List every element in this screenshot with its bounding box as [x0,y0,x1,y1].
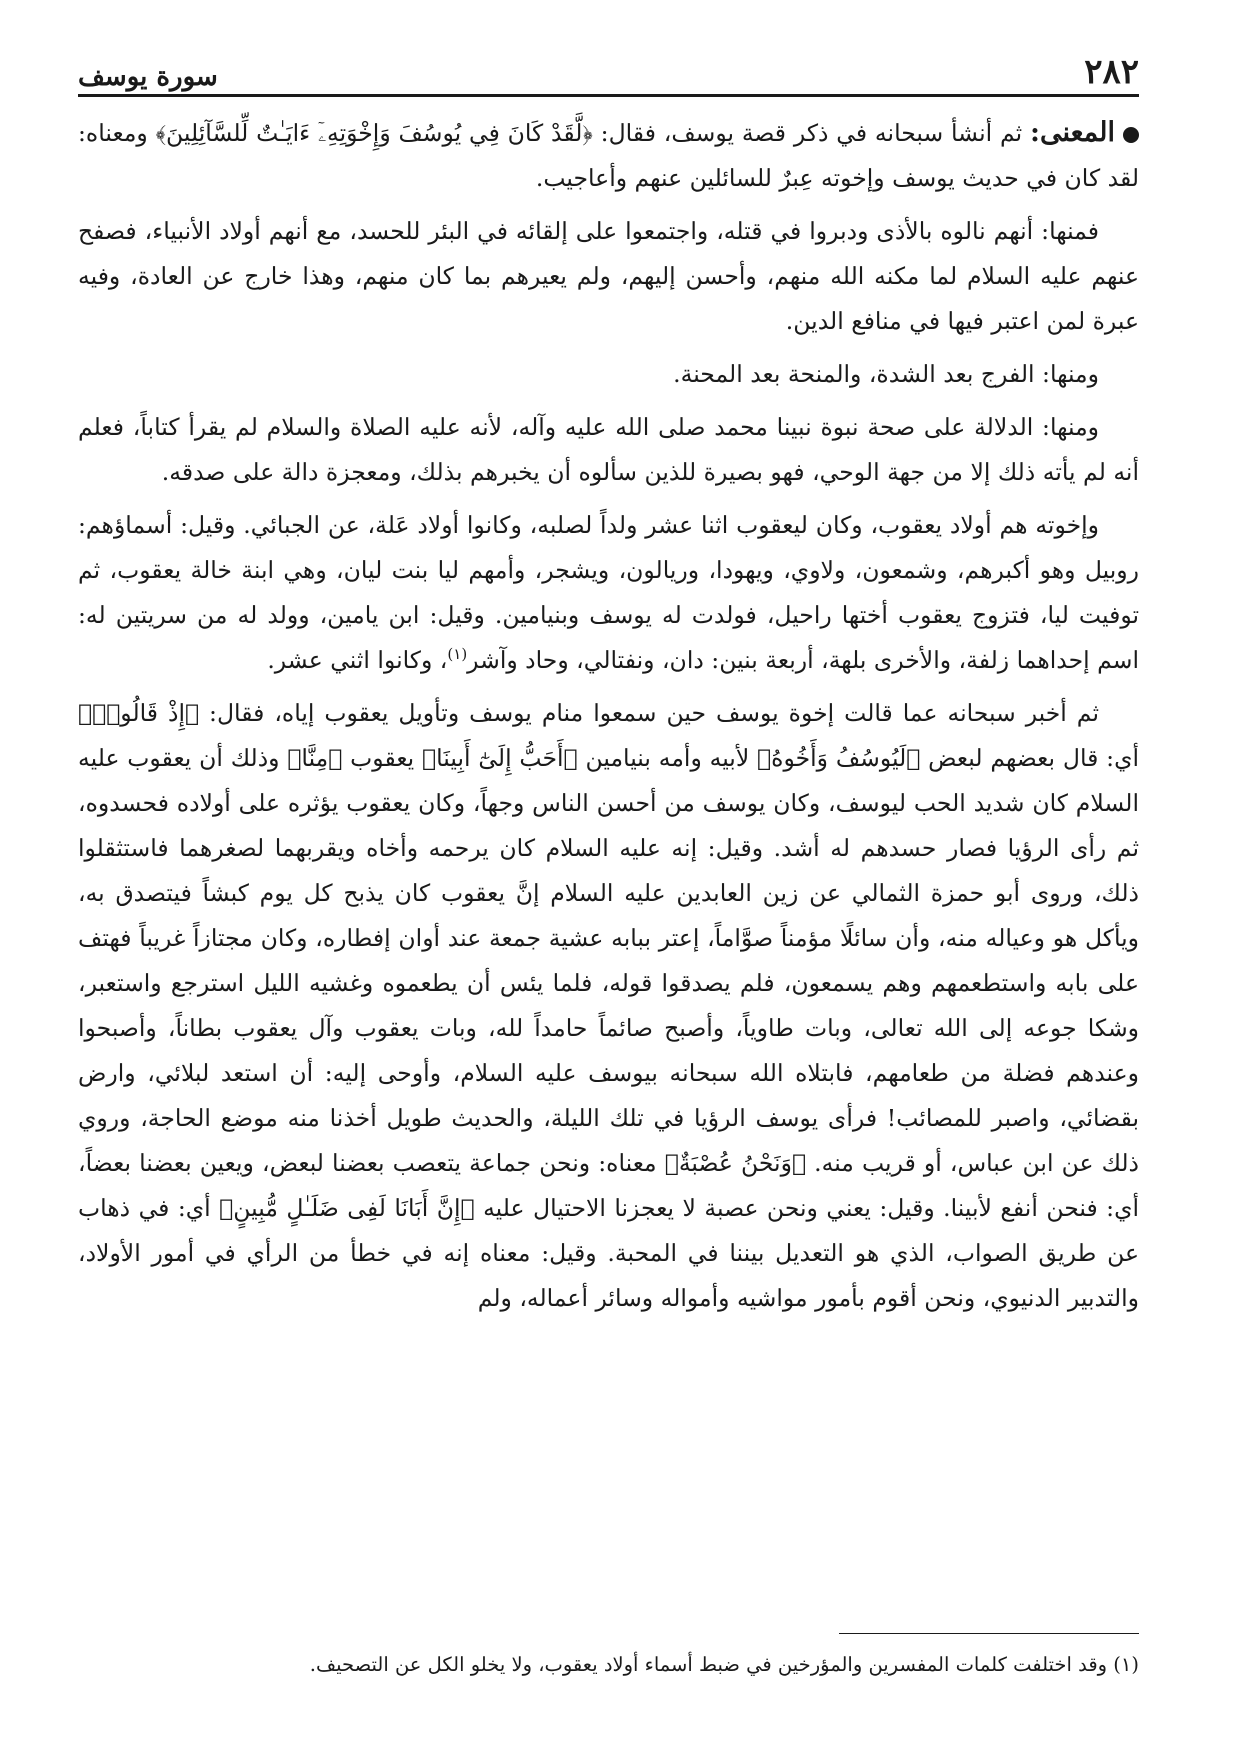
paragraph: ومنها: الفرج بعد الشدة، والمنحة بعد المحنة. [673,360,1099,388]
page-number: ٢٨٢ [1084,52,1139,92]
paragraph-text: وإخوته هم أولاد يعقوب، وكان ليعقوب اثنا عشر ولداً لصلبه، وكانوا أولاد عَلة، عن الجبائي. وقيل: أسماؤهم: روبيل وهو أكبرهم، وشمعون، ولاوي، ويهودا، وريالون، ويشجر، وأمهم ليا بنت ليان، وهي ابنة خالة يعقوب، ثم توفيت ليا، فتزوج يعقوب أختها راحيل، فولدت له يوسف وبنيامين. وقيل: ابن يامين، وولد له من سريتين له: اسم إحداهما زلفة، والأخرى بلهة، أربعة بنين: دان، ونفتالي، وحاد وآشر [78,511,1139,674]
paragraph: ومنها: الدلالة على صحة نبوة نبينا محمد صلى الله عليه وآله، لأنه عليه الصلاة والسلام لم يقرأ كتاباً، فعلم أنه لم يأته ذلك إلا من جهة الوحي، فهو بصيرة للذين سألوه أن يخبرهم بذلك، ومعجزة دالة على صدقه. [78,413,1139,486]
page-body [78,110,1139,1329]
paragraph: فمنها: أنهم نالوه بالأذى ودبروا في قتله، واجتمعوا على إلقائه في البئر للحسد، مع أنهم أولاد الأنبياء، فصفح عنهم عليه السلام لما مكنه الله منهم، وأحسن إليهم، ولم يعيرهم بما كان منهم، وهذا خارج عن العادة، وفيه عبرة لمن اعتبر فيها في منافع الدين. [78,217,1139,335]
footnote-rule [839,1633,1139,1634]
footnote-marker: (١) [1113,1653,1139,1676]
bullet-icon [1123,127,1139,143]
surah-title: سورة يوسف [78,62,218,92]
header-rule [78,94,1139,97]
paragraph-text: ثم أنشأ سبحانه في ذكر قصة يوسف، فقال: ﴿لَّقَدْ كَانَ فِي يُوسُفَ وَإِخْوَتِهِۦٓ ءَايَـٰتٌ لِّلسَّآئِلِينَ﴾ ومعناه: لقد كان في حديث يوسف وإخوته عِبرٌ للسائلين عنهم وأعاجيب. [78,119,1139,192]
paragraph-brothers [78,503,1139,683]
paragraph: ثم أخبر سبحانه عما قالت إخوة يوسف حين سمعوا منام يوسف وتأويل يعقوب إياه، فقال: ﴿إِذْ قَالُوا۟﴾ أي: قال بعضهم لبعض ﴿لَيُوسُفُ وَأَخُوهُ﴾ لأبيه وأمه بنيامين ﴿أَحَبُّ إِلَىٰٓ أَبِينَا﴾ يعقوب ﴿مِنَّا﴾ وذلك أن يعقوب عليه السلام كان شديد الحب ليوسف، وكان يوسف من أحسن الناس وجهاً، وكان يعقوب يؤثره على أولاده فحسدوه، ثم رأى الرؤيا فصار حسدهم له أشد. وقيل: إنه عليه السلام كان يرحمه وأخاه ويقربهما لصغرهما فاستثقلوا ذلك، وروى أبو حمزة الثمالي عن زين العابدين عليه السلام إنَّ يعقوب كان يذبح كل يوم كبشاً فيتصدق به، ويأكل هو وعياله منه، وأن سائلًا مؤمناً صوَّاماً، إعتر ببابه عشية جمعة عند أوان إفطاره، وكان مجتازاً غريباً فهتف على بابه واستطعمهم وهم يسمعون، فلم يصدقوا قوله، فلما يئس أن يطعموه وغشيه الليل استرجع واستعبر، وشكا جوعه إلى الله تعالى، وبات طاوياً، وأصبح صائماً حامداً لله، وبات يعقوب وآل يعقوب بطاناً، وأصبحوا وعندهم فضلة من طعامهم، فابتلاه الله سبحانه بيوسف عليه السلام، وأوحى إليه: أن استعد لبلائي، وارض بقضائي، واصبر للمصائب! فرأى يوسف الرؤيا في تلك الليلة، والحديث طويل أخذنا منه موضع الحاجة، وروي ذلك عن ابن عباس، أو قريب منه. ﴿وَنَحْنُ عُصْبَةٌ﴾ معناه: ونحن جماعة يتعصب بعضنا لبعض، ويعين بعضنا بعضاً، أي: فنحن أنفع لأبينا. وقيل: يعني ونحن عصبة لا يعجزنا الاحتيال عليه ﴿إِنَّ أَبَانَا لَفِى ضَلَـٰلٍ مُّبِينٍ﴾ أي: في ذهاب عن طريق الصواب، الذي هو التعديل بيننا في المحبة. وقيل: معناه إنه في خطأ من الرأي في أمور الأولاد، والتدبير الدنيوي، ونحن أقوم بأمور مواشيه وأمواله وسائر أعماله، ولم [78,699,1139,1312]
lead-word: المعنى: [1030,117,1115,148]
footnote-reference[interactable]: (١) [447,645,468,664]
footnote [78,1648,1139,1682]
paragraph-meaning [78,110,1139,201]
footnote-text: وقد اختلفت كلمات المفسرين والمؤرخين في ضبط أسماء أولاد يعقوب، ولا يخلو الكل عن التصحيف. [309,1653,1108,1676]
page-header [78,36,1139,92]
paragraph-text-end: ، وكانوا اثني عشر. [267,646,448,674]
